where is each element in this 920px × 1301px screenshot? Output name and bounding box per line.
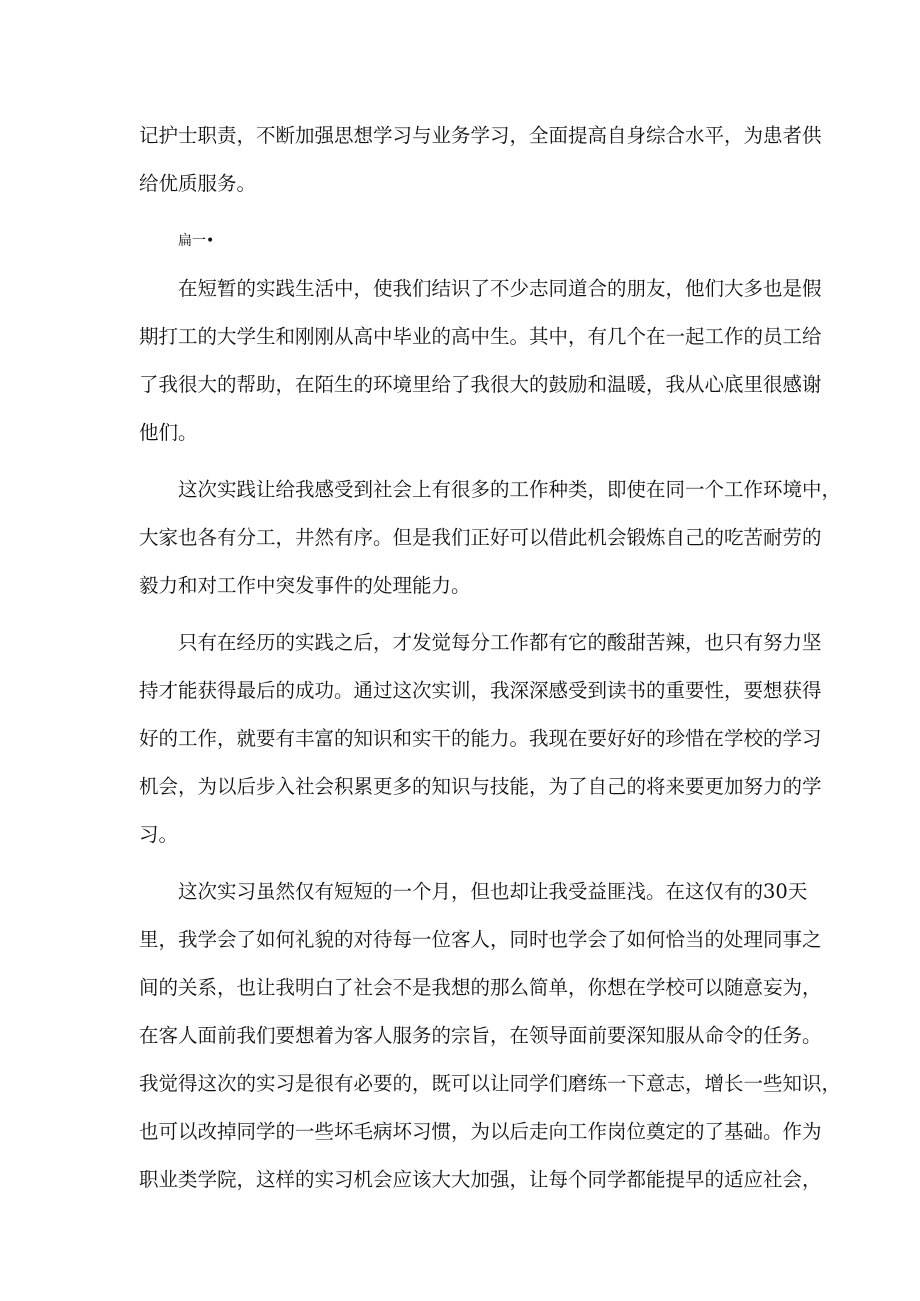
paragraph-internship (139, 868, 842, 1204)
paragraph-intro (139, 112, 822, 208)
text-line: 他们。 (139, 421, 198, 444)
text-line: 给优质服务。 (139, 172, 257, 195)
document-page (139, 112, 842, 1204)
text-line: 持才能获得最后的成功。通过这次实训，我深深感受到读书的重要性，要想获得 (139, 679, 822, 702)
paragraph-friends (139, 265, 822, 457)
text-line: 大家也各有分工，井然有序。但是我们正好可以借此机会锻炼自己的吃苦耐劳的 (139, 526, 822, 549)
text-line: 我觉得这次的实习是很有必要的，既可以让同学们磨练一下意志，增长一些知识， (139, 1072, 842, 1095)
text-line: 毅力和对工作中突发事件的处理能力。 (139, 574, 471, 597)
text-line: 只有在经历的实践之后，才发觉每分工作都有它的酸甜苦辣，也只有努力坚 (178, 631, 822, 654)
section-heading: 扁一• (178, 233, 215, 249)
text-line: 了我很大的帮助，在陌生的环境里给了我很大的鼓励和温暖，我从心底里很感谢 (139, 373, 822, 396)
text-line: 记护士职责，不断加强思想学习与业务学习，全面提高自身综合水平，为患者供 (139, 124, 822, 147)
text-line: 习。 (139, 823, 179, 846)
text-line: 间的关系，也让我明白了社会不是我想的那么简单，你想在学校可以随意妄为， (139, 976, 822, 999)
text-line: 里，我学会了如何礼貌的对待每一位客人，同时也学会了如何恰当的处理同事之 (139, 928, 822, 951)
text-line: 在客人面前我们要想着为客人服务的宗旨，在领导面前要深知服从命令的任务。 (139, 1024, 822, 1047)
text-line: 这次实践让给我感受到社会上有很多的工作种类，即使在同一个工作环境中， (178, 478, 842, 501)
text-line: 好的工作，就要有丰富的知识和实干的能力。我现在要好好的珍惜在学校的学习 (139, 727, 822, 750)
text-line: 期打工的大学生和刚刚从高中毕业的高中生。其中，有几个在一起工作的员工给 (139, 325, 822, 348)
text-line: 职业类学院，这样的实习机会应该大大加强，让每个同学都能提早的适应社会， (139, 1168, 822, 1191)
paragraph-work-types (139, 466, 842, 610)
text-line: 机会，为以后步入社会积累更多的知识与技能，为了自己的将来要更加努力的学 (139, 775, 822, 798)
text-line: 也可以改掉同学的一些坏毛病坏习惯，为以后走向工作岗位奠定的了基础。作为 (139, 1120, 822, 1143)
text-line: 在短暂的实践生活中，使我们结识了不少志同道合的朋友，他们大多也是假 (178, 277, 822, 300)
text-line: 这次实习虽然仅有短短的一个月，但也却让我受益匪浅。在这仅有的30天 (178, 880, 808, 903)
paragraph-experience (139, 619, 822, 859)
